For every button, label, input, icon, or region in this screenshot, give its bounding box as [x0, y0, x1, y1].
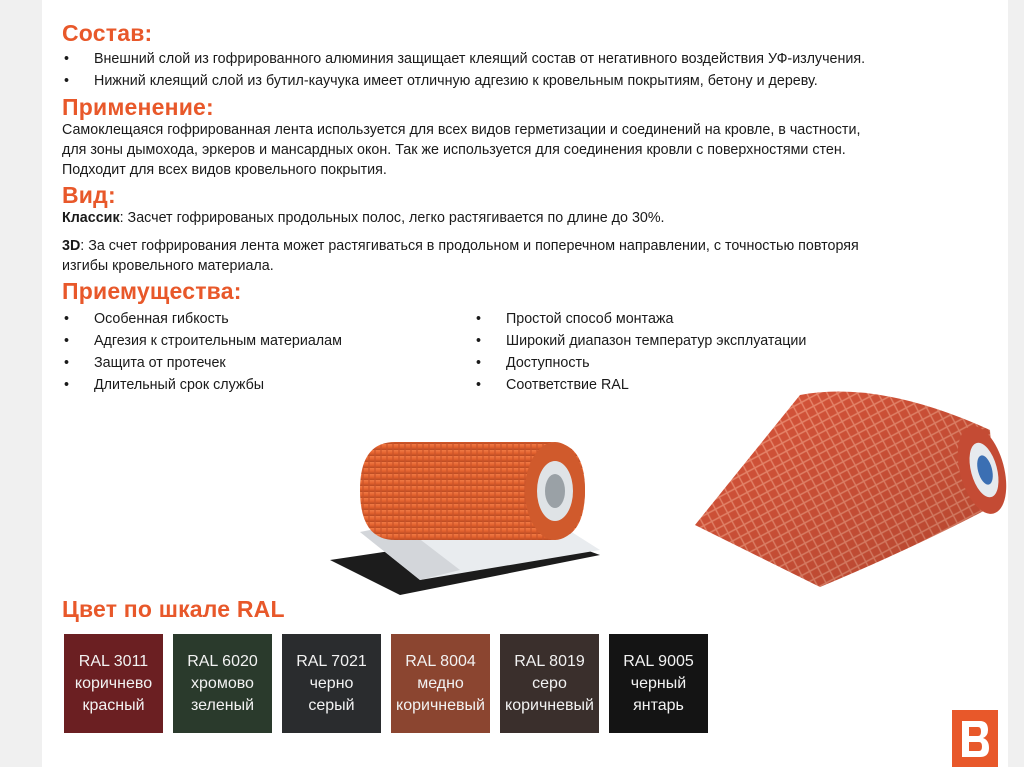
composition-list [62, 48, 962, 92]
list-item: • Защита от протечек [62, 352, 474, 374]
ral-code: RAL 8004 [405, 652, 476, 670]
list-item: • Соответствие RAL [474, 374, 886, 396]
ral-swatch [282, 634, 381, 733]
right-margin-strip [1008, 0, 1024, 767]
left-margin-strip [0, 0, 42, 767]
brand-logo-icon [952, 710, 998, 767]
corrugated-tape-roll-classic-icon [300, 420, 600, 600]
ral-code: RAL 8019 [514, 652, 585, 670]
ral-name-line1: медно [417, 674, 464, 692]
type-3d-continued: изгибы кровельного материала. [62, 258, 274, 274]
application-line: для зоны дымохода, эркеров и мансардных окон. Так же используется для соединения кровли с поверхностями стен. [62, 142, 846, 158]
ral-name-line2: коричневый [396, 696, 485, 714]
list-item: • Длительный срок службы [62, 374, 474, 396]
ral-name-line2: коричневый [505, 696, 594, 714]
ral-name-line2: красный [82, 696, 145, 714]
ral-name-line1: серо [532, 674, 567, 692]
list-item: • Внешний слой из гофрированного алюминия защищает клеящий состав от негативного воздействия УФ-излучения. [62, 48, 962, 70]
type-3d [62, 236, 962, 256]
list-item: • Доступность [474, 352, 886, 374]
composition-heading: Состав: [62, 20, 153, 46]
ral-heading: Цвет по шкале RAL [62, 596, 285, 622]
threed-text: : За счет гофрирования лента может растягиваться в продольном и поперечном направлении, с точностью повторяя [80, 238, 859, 254]
ral-swatch [173, 634, 272, 733]
corrugated-tape-roll-3d-icon [690, 375, 1010, 590]
ral-swatch [500, 634, 599, 733]
type-heading: Вид: [62, 182, 116, 208]
ral-swatch [64, 634, 163, 733]
ral-code: RAL 6020 [187, 652, 258, 670]
ral-code: RAL 7021 [296, 652, 367, 670]
classic-text: : Засчет гофрированых продольных полос, легко растягивается по длине до 30%. [119, 210, 665, 226]
list-item: • Особенная гибкость [62, 308, 474, 330]
ral-name-line1: черно [309, 674, 354, 692]
ral-name-line1: черный [630, 674, 687, 692]
ral-name-line1: коричнево [74, 674, 153, 692]
ral-code: RAL 9005 [623, 652, 694, 670]
list-item: • Широкий диапазон температур эксплуатации [474, 330, 886, 352]
ral-name-line2: серый [308, 696, 355, 714]
ral-name-line2: зеленый [190, 696, 255, 714]
ral-swatch-row [64, 634, 718, 733]
list-item: • Адгезия к строительным материалам [62, 330, 474, 352]
application-heading: Применение: [62, 94, 214, 120]
type-classic [62, 208, 962, 228]
ral-swatch [609, 634, 708, 733]
advantages-left-list [62, 308, 474, 396]
ral-swatch [391, 634, 490, 733]
ral-name-line1: хромово [191, 674, 254, 692]
threed-label: 3D [62, 238, 81, 254]
classic-label: Классик [62, 210, 120, 226]
application-line: Подходит для всех видов кровельного покрытия. [62, 162, 387, 178]
advantages-heading: Приемущества: [62, 278, 242, 304]
ral-name-line2: янтарь [633, 696, 684, 714]
application-line: Самоклещаяся гофрированная лента используется для всех видов герметизации и соединений на кровле, в частности, [62, 122, 861, 138]
list-item: • Нижний клеящий слой из бутил-каучука имеет отличную адгезию к кровельным покрытиям, бетону и дереву. [62, 70, 962, 92]
list-item: • Простой способ монтажа [474, 308, 886, 330]
document-content [62, 20, 962, 396]
ral-code: RAL 3011 [78, 652, 149, 670]
